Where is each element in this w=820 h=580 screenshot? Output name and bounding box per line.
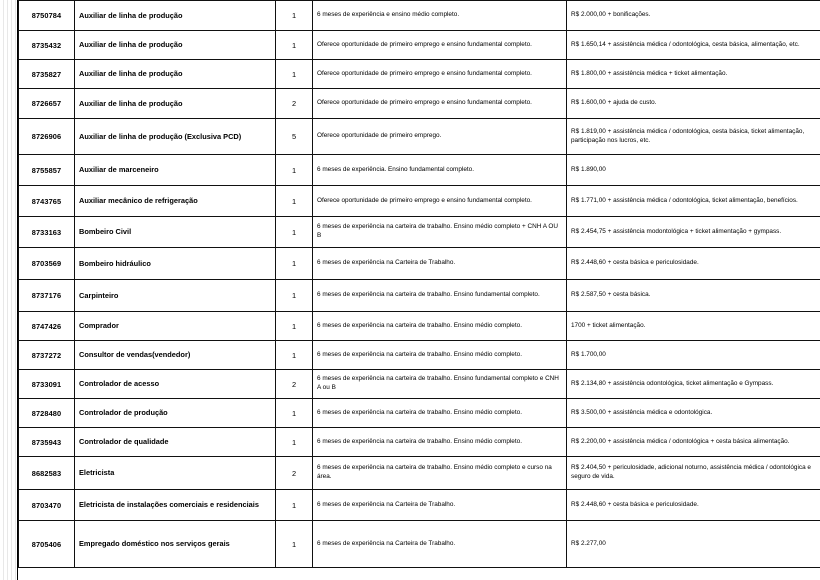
- job-requirements-cell[interactable]: 6 meses de experiência na Carteira de Trabalho.: [313, 521, 567, 568]
- job-code-cell[interactable]: 8726906: [19, 119, 75, 155]
- job-title-cell[interactable]: Auxiliar de linha de produção: [75, 31, 276, 60]
- job-code-cell[interactable]: 8735827: [19, 60, 75, 89]
- table-row[interactable]: [19, 119, 820, 155]
- job-salary-cell[interactable]: R$ 1.819,00 + assistência médica / odontológica, cesta básica, ticket alimentação, participação nos lucros, etc.: [567, 119, 820, 155]
- job-code-cell[interactable]: 8735943: [19, 428, 75, 457]
- job-salary-cell[interactable]: R$ 1.600,00 + ajuda de custo.: [567, 89, 820, 119]
- job-code-cell[interactable]: 8743765: [19, 186, 75, 217]
- job-quantity-cell[interactable]: 2: [276, 89, 313, 119]
- table-row[interactable]: [19, 1, 820, 31]
- job-salary-cell[interactable]: R$ 1.800,00 + assistência médica + ticket alimentação.: [567, 60, 820, 89]
- gutter-line: [7, 0, 8, 580]
- job-salary-cell[interactable]: R$ 1.890,00: [567, 155, 820, 186]
- job-salary-cell[interactable]: R$ 3.500,00 + assistência médica e odontológica.: [567, 399, 820, 428]
- job-quantity-cell[interactable]: 1: [276, 217, 313, 248]
- job-salary-cell[interactable]: R$ 2.277,00: [567, 521, 820, 568]
- row-gutter: [0, 0, 18, 580]
- job-requirements-cell[interactable]: 6 meses de experiência e ensino médio completo.: [313, 1, 567, 31]
- table-row[interactable]: [19, 155, 820, 186]
- job-code-cell[interactable]: 8737176: [19, 280, 75, 312]
- table-row[interactable]: [19, 89, 820, 119]
- job-requirements-cell[interactable]: Oferece oportunidade de primeiro emprego.: [313, 119, 567, 155]
- job-title-cell[interactable]: Auxiliar de linha de produção (Exclusiva PCD): [75, 119, 276, 155]
- table-row[interactable]: [19, 457, 820, 490]
- job-title-cell[interactable]: Auxiliar mecânico de refrigeração: [75, 186, 276, 217]
- table-row[interactable]: [19, 341, 820, 370]
- job-salary-cell[interactable]: R$ 2.000,00 + bonificações.: [567, 1, 820, 31]
- job-requirements-cell[interactable]: Oferece oportunidade de primeiro emprego e ensino fundamental completo.: [313, 31, 567, 60]
- job-code-cell[interactable]: 8755857: [19, 155, 75, 186]
- job-salary-cell[interactable]: 1700 + ticket alimentação.: [567, 312, 820, 341]
- job-vacancies-table-body: [19, 1, 820, 568]
- job-requirements-cell[interactable]: 6 meses de experiência na carteira de trabalho. Ensino médio completo + CNH A OU B: [313, 217, 567, 248]
- job-salary-cell[interactable]: R$ 1.771,00 + assistência médica / odontológica, ticket alimentação, benefícios.: [567, 186, 820, 217]
- job-requirements-cell[interactable]: 6 meses de experiência na carteira de trabalho. Ensino médio completo.: [313, 399, 567, 428]
- job-salary-cell[interactable]: R$ 2.200,00 + assistência médica / odontológica + cesta básica alimentação.: [567, 428, 820, 457]
- table-row[interactable]: [19, 521, 820, 568]
- table-row[interactable]: [19, 490, 820, 521]
- gutter-line: [3, 0, 4, 580]
- table-row[interactable]: [19, 280, 820, 312]
- job-requirements-cell[interactable]: 6 meses de experiência na Carteira de Trabalho.: [313, 490, 567, 521]
- job-requirements-cell[interactable]: 6 meses de experiência na carteira de trabalho. Ensino fundamental completo.: [313, 280, 567, 312]
- job-quantity-cell[interactable]: 1: [276, 490, 313, 521]
- gutter-line: [11, 0, 12, 580]
- job-salary-cell[interactable]: R$ 1.700,00: [567, 341, 820, 370]
- job-code-cell[interactable]: 8733091: [19, 370, 75, 399]
- job-title-cell[interactable]: Auxiliar de linha de produção: [75, 89, 276, 119]
- job-salary-cell[interactable]: R$ 1.650,14 + assistência médica / odontológica, cesta básica, alimentação, etc.: [567, 31, 820, 60]
- job-title-cell[interactable]: Eletricista de instalações comerciais e residenciais: [75, 490, 276, 521]
- job-title-cell[interactable]: Bombeiro Civil: [75, 217, 276, 248]
- job-quantity-cell[interactable]: 1: [276, 60, 313, 89]
- job-title-cell[interactable]: Controlador de acesso: [75, 370, 276, 399]
- table-row[interactable]: [19, 428, 820, 457]
- job-title-cell[interactable]: Eletricista: [75, 457, 276, 490]
- job-salary-cell[interactable]: R$ 2.134,80 + assistência odontológica, ticket alimentação e Gympass.: [567, 370, 820, 399]
- job-code-cell[interactable]: 8728480: [19, 399, 75, 428]
- job-quantity-cell[interactable]: 5: [276, 119, 313, 155]
- job-title-cell[interactable]: Auxiliar de marceneiro: [75, 155, 276, 186]
- job-requirements-cell[interactable]: Oferece oportunidade de primeiro emprego e ensino fundamental completo.: [313, 89, 567, 119]
- job-quantity-cell[interactable]: 1: [276, 521, 313, 568]
- table-row[interactable]: [19, 312, 820, 341]
- job-title-cell[interactable]: Controlador de produção: [75, 399, 276, 428]
- job-code-cell[interactable]: 8750784: [19, 1, 75, 31]
- job-requirements-cell[interactable]: Oferece oportunidade de primeiro emprego e ensino fundamental completo.: [313, 60, 567, 89]
- job-code-cell[interactable]: 8682583: [19, 457, 75, 490]
- job-code-cell[interactable]: 8733163: [19, 217, 75, 248]
- job-code-cell[interactable]: 8703470: [19, 490, 75, 521]
- job-requirements-cell[interactable]: 6 meses de experiência na carteira de trabalho. Ensino médio completo.: [313, 312, 567, 341]
- job-code-cell[interactable]: 8705406: [19, 521, 75, 568]
- job-quantity-cell[interactable]: 1: [276, 31, 313, 60]
- job-quantity-cell[interactable]: 1: [276, 248, 313, 280]
- job-salary-cell[interactable]: R$ 2.404,50 + periculosidade, adicional noturno, assistência médica / odontológica e seguro de vida.: [567, 457, 820, 490]
- job-requirements-cell[interactable]: Oferece oportunidade de primeiro emprego e ensino fundamental completo.: [313, 186, 567, 217]
- job-salary-cell[interactable]: R$ 2.454,75 + assistência modontológica + ticket alimentação + gympass.: [567, 217, 820, 248]
- job-quantity-cell[interactable]: 1: [276, 1, 313, 31]
- job-code-cell[interactable]: 8703569: [19, 248, 75, 280]
- job-quantity-cell[interactable]: 1: [276, 428, 313, 457]
- job-title-cell[interactable]: Comprador: [75, 312, 276, 341]
- job-title-cell[interactable]: Bombeiro hidráulico: [75, 248, 276, 280]
- job-requirements-cell[interactable]: 6 meses de experiência na carteira de trabalho. Ensino fundamental completo e CNH A ou B: [313, 370, 567, 399]
- job-salary-cell[interactable]: R$ 2.587,50 + cesta básica.: [567, 280, 820, 312]
- job-quantity-cell[interactable]: 2: [276, 457, 313, 490]
- job-salary-cell[interactable]: R$ 2.448,60 + cesta básica e periculosidade.: [567, 248, 820, 280]
- job-quantity-cell[interactable]: 1: [276, 312, 313, 341]
- job-quantity-cell[interactable]: 1: [276, 399, 313, 428]
- job-quantity-cell[interactable]: 1: [276, 186, 313, 217]
- job-vacancies-table: [18, 0, 820, 568]
- table-row[interactable]: [19, 31, 820, 60]
- job-title-cell[interactable]: Empregado doméstico nos serviços gerais: [75, 521, 276, 568]
- table-row[interactable]: [19, 399, 820, 428]
- job-code-cell[interactable]: 8747426: [19, 312, 75, 341]
- job-quantity-cell[interactable]: 1: [276, 280, 313, 312]
- job-requirements-cell[interactable]: 6 meses de experiência na carteira de trabalho. Ensino médio completo.: [313, 341, 567, 370]
- job-code-cell[interactable]: 8726657: [19, 89, 75, 119]
- table-row[interactable]: [19, 370, 820, 399]
- job-title-cell[interactable]: Carpinteiro: [75, 280, 276, 312]
- job-title-cell[interactable]: Consultor de vendas(vendedor): [75, 341, 276, 370]
- job-code-cell[interactable]: 8737272: [19, 341, 75, 370]
- job-quantity-cell[interactable]: 1: [276, 155, 313, 186]
- job-requirements-cell[interactable]: 6 meses de experiência na Carteira de Trabalho.: [313, 248, 567, 280]
- table-row[interactable]: [19, 60, 820, 89]
- job-quantity-cell[interactable]: 2: [276, 370, 313, 399]
- job-quantity-cell[interactable]: 1: [276, 341, 313, 370]
- table-row[interactable]: [19, 186, 820, 217]
- job-title-cell[interactable]: Controlador de qualidade: [75, 428, 276, 457]
- job-requirements-cell[interactable]: 6 meses de experiência na carteira de trabalho. Ensino médio completo.: [313, 428, 567, 457]
- gutter-line: [15, 0, 16, 580]
- table-row[interactable]: [19, 217, 820, 248]
- job-code-cell[interactable]: 8735432: [19, 31, 75, 60]
- job-salary-cell[interactable]: R$ 2.448,60 + cesta básica e periculosidade.: [567, 490, 820, 521]
- job-title-cell[interactable]: Auxiliar de linha de produção: [75, 60, 276, 89]
- table-row[interactable]: [19, 248, 820, 280]
- job-title-cell[interactable]: Auxiliar de linha de produção: [75, 1, 276, 31]
- job-requirements-cell[interactable]: 6 meses de experiência. Ensino fundamental completo.: [313, 155, 567, 186]
- job-requirements-cell[interactable]: 6 meses de experiência na carteira de trabalho. Ensino médio completo e curso na área.: [313, 457, 567, 490]
